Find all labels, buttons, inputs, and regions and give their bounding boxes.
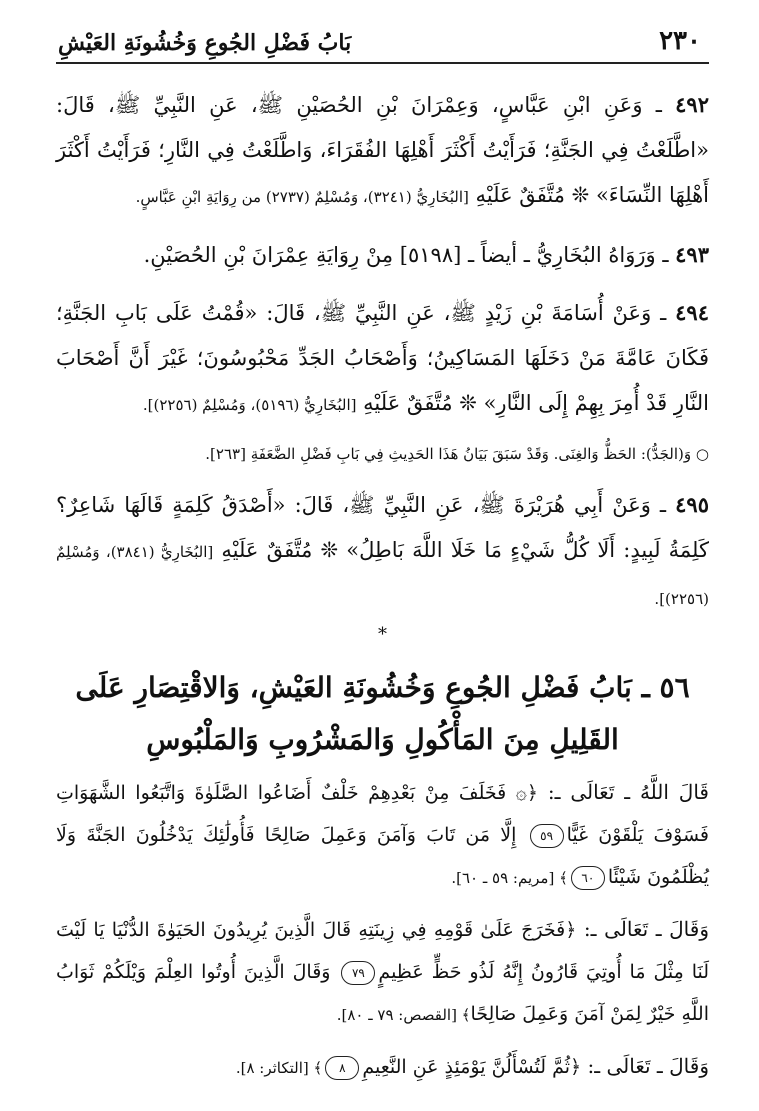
verse-text: وَقَالَ الَّذِينَ أُوتُوا العِلْمَ وَيْلَكُمْ ثَوَابُ اللَّهِ خَيْرٌ لِمَنْ آمَنَ وَعَمِلَ صَالِحًا <box>56 961 709 1025</box>
ayah-number-mark: ٥٩ <box>530 824 564 848</box>
hadith-492 <box>56 82 709 220</box>
hadith-number: ٤٩٢ <box>675 92 709 117</box>
verse-text: ﴿فَخَرَجَ عَلَىٰ قَوْمِهِ فِي زِينَتِهِ قَالَ الَّذِينَ يُرِيدُونَ الحَيَوٰةَ الدُّنْيَا يَا لَيْتَ لَنَا مِثْلَ مَا أُوتِيَ قَارُونُ إِنَّهُ لَذُو حَظٍّ عَظِيمٍ <box>56 919 710 983</box>
quote-intro: قَالَ اللَّهُ ـ تَعَالَى ـ: <box>538 780 709 804</box>
verse-text: ﴿۞ فَخَلَفَ مِنْ بَعْدِهِمْ خَلْفٌ أَضَاعُوا الصَّلَوٰةَ وَاتَّبَعُوا الشَّهَوَاتِ فَسَوْفَ يَلْقَوْنَ غَيًّا <box>56 782 709 846</box>
hadith-text: ـ وَعَنْ أُسَامَةَ بْنِ زَيْدٍ ﷺ، عَنِ النَّبِيِّ ﷺ، قَالَ: «قُمْتُ عَلَى بَابِ الجَنَّةِ؛ فَكَانَ عَامَّةَ مَنْ دَخَلَهَا المَسَاكِينُ؛ وَأَصْحَابُ الجَدِّ مَحْبُوسُونَ؛ غَيْرَ أَنَّ أَصْحَابَ النَّارِ قَدْ أُمِرَ بِهِمْ إِلَى النَّارِ» ❊ مُتَّفَقٌ عَلَيْهِ <box>56 301 709 415</box>
chapter-title <box>56 662 709 766</box>
footnote: ○ وَ(الجَدُّ): الحَظُّ وَالغِنَى. وَقَدْ سَبَقَ بَيَانُ هَذَا الحَدِيثِ فِي بَابِ فَضْلِ الضَّعَفَةِ [٢٦٣]. <box>205 445 709 463</box>
verse-text: إِلَّا مَن تَابَ وَآمَنَ وَعَمِلَ صَالِحًا فَأُولَٰئِكَ يَدْخُلُونَ الجَنَّةَ وَلَا يُظْلَمُونَ شَيْئًا <box>56 824 709 888</box>
section-separator: * <box>378 624 387 645</box>
chapter-title-line-1: ٥٦ ـ بَابُ فَضْلِ الجُوعِ وَخُشُونَةِ العَيْشِ، وَالاقْتِصَارِ عَلَى <box>75 671 690 704</box>
quran-quote-maryam <box>56 772 709 899</box>
quran-quote-takathur <box>56 1046 709 1089</box>
verse-text: ﴿ثُمَّ لَتُسْأَلُنَّ يَوْمَئِذٍ عَنِ النَّعِيمِ <box>362 1056 582 1078</box>
hadith-source: [البُخَارِيُّ (٣٨٤١)، وَمُسْلِمٌ (٢٢٥٦)]. <box>56 543 709 608</box>
hadith-text: ـ وَعَنِ ابْنِ عَبَّاسٍ، وَعِمْرَانَ بْنِ الحُصَيْنِ ﷺ، عَنِ النَّبِيِّ ﷺ، قَالَ: «اطَّلَعْتُ فِي الجَنَّةِ؛ فَرَأَيْتُ أَكْثَرَ أَهْلِهَا الفُقَرَاءَ، وَاطَّلَعْتُ فِي النَّارِ؛ فَرَأَيْتُ أَكْثَرَ أَهْلِهَا النِّسَاءَ» ❊ مُتَّفَقٌ عَلَيْهِ <box>56 93 709 207</box>
chapter-title-line-2: القَلِيلِ مِنَ المَأْكُولِ وَالمَشْرُوبِ وَالمَلْبُوسِ <box>146 723 619 756</box>
hadith-source: [البُخَارِيُّ (٥١٩٦)، وَمُسْلِمٌ (٢٢٥٦)]. <box>142 396 357 414</box>
ayah-number-mark: ٦٠ <box>571 866 605 890</box>
ayah-number-mark: ٨ <box>325 1056 359 1080</box>
hadith-text: ـ وَرَوَاهُ البُخَارِيُّ ـ أيضاً ـ [٥١٩٨] مِنْ رِوَايَةِ عِمْرَانَ بْنِ الحُصَيْنِ. <box>143 243 676 267</box>
hadith-495 <box>56 482 709 622</box>
quote-intro: وَقَالَ ـ تَعَالَى ـ: <box>576 917 709 941</box>
page-content <box>56 82 709 1099</box>
hadith-number: ٤٩٤ <box>675 300 709 325</box>
verse-reference: ﴾ [مريم: ٥٩ ـ ٦٠]. <box>451 869 568 887</box>
hadith-number: ٤٩٥ <box>675 492 709 517</box>
verse-reference: ﴾ [القصص: ٧٩ ـ ٨٠]. <box>336 1006 471 1024</box>
hadith-source: [البُخَارِيُّ (٣٢٤١)، وَمُسْلِمٌ (٢٧٣٧) من رِوَايَةِ ابْنِ عَبَّاسٍ. <box>135 188 469 206</box>
verse-reference: ﴾ [التكاثر: ٨]. <box>235 1059 323 1077</box>
page-number: ٢٣٠ <box>659 26 701 56</box>
running-title: بَابُ فَضْلِ الجُوعِ وَخُشُونَةِ العَيْشِ <box>58 30 352 56</box>
hadith-493 <box>56 232 709 278</box>
ayah-number-mark: ٧٩ <box>341 961 375 985</box>
hadith-text: ـ وَعَنْ أَبِي هُرَيْرَةَ ﷺ، عَنِ النَّبِيِّ ﷺ، قَالَ: «أَصْدَقُ كَلِمَةٍ قَالَهَا شَاعِرٌ؟ كَلِمَةُ لَبِيدٍ: أَلَا كُلُّ شَيْءٍ مَا خَلَا اللَّهَ بَاطِلُ» ❊ مُتَّفَقٌ عَلَيْهِ <box>56 493 709 562</box>
hadith-number: ٤٩٣ <box>675 242 709 267</box>
quote-intro: وَقَالَ ـ تَعَالَى ـ: <box>581 1054 709 1078</box>
hadith-494 <box>56 290 709 428</box>
quran-quote-qasas <box>56 909 709 1036</box>
page-header <box>56 22 709 64</box>
